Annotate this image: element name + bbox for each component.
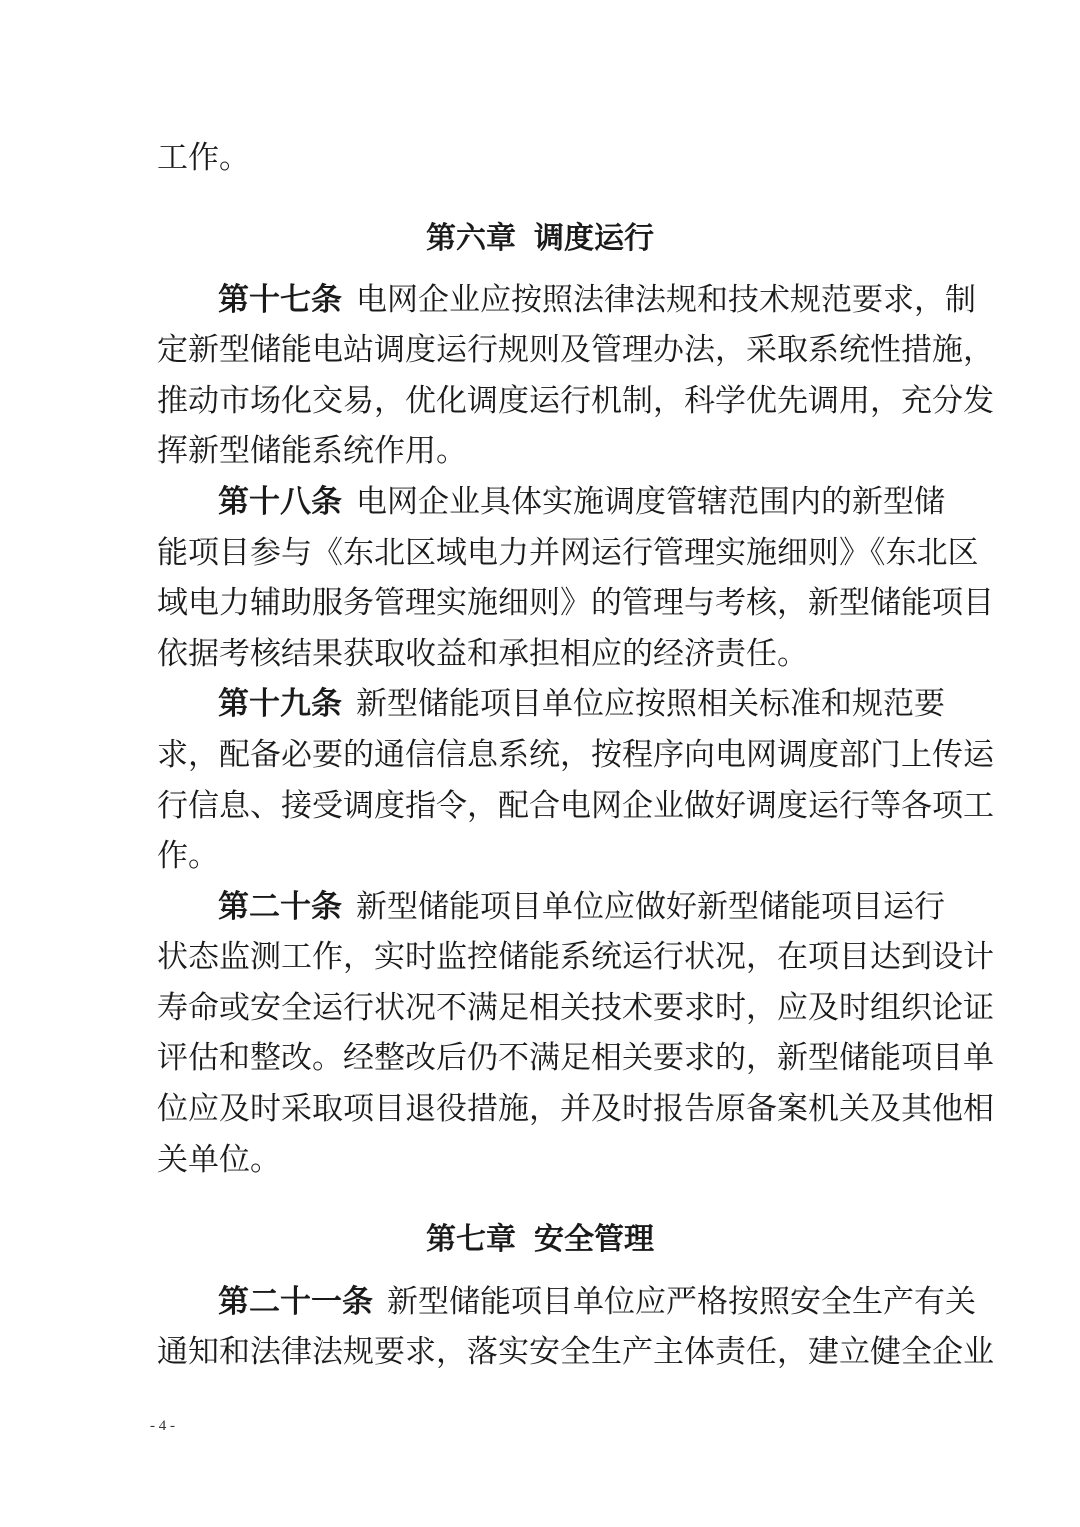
article-21-line-1 bbox=[218, 1282, 976, 1322]
line-text: 位应及时采取项目退役措施，并及时报告原备案机关及其他相 bbox=[157, 1091, 994, 1127]
article-20-line-3 bbox=[157, 988, 994, 1028]
chapter-number: 第七章 bbox=[426, 1222, 516, 1257]
line-text: 域电力辅助服务管理实施细则》的管理与考核，新型储能项目 bbox=[157, 585, 994, 621]
line-text: 寿命或安全运行状况不满足相关技术要求时，应及时组织论证 bbox=[157, 990, 994, 1026]
article-19-line-2 bbox=[157, 735, 994, 775]
article-17-line-1 bbox=[218, 280, 976, 320]
article-21-line-2 bbox=[157, 1332, 994, 1372]
line-text: 通知和法律法规要求，落实安全生产主体责任，建立健全企业 bbox=[157, 1334, 994, 1370]
line-text: 评估和整改。经整改后仍不满足相关要求的，新型储能项目单 bbox=[157, 1040, 994, 1076]
chapter-title: 调度运行 bbox=[534, 221, 654, 256]
paragraph-line bbox=[157, 138, 927, 178]
line-text: 新型储能项目单位应做好新型储能项目运行 bbox=[356, 889, 945, 925]
chapter-number: 第六章 bbox=[426, 221, 516, 256]
line-text: 工作。 bbox=[157, 140, 250, 176]
line-text: 电网企业应按照法律法规和技术规范要求，制 bbox=[356, 282, 976, 318]
article-18-line-4 bbox=[157, 634, 927, 674]
line-text: 能项目参与《东北区域电力并网运行管理实施细则》《东北区 bbox=[157, 535, 979, 571]
chapter-7-heading bbox=[0, 1220, 1080, 1260]
line-text: 新型储能项目单位应按照相关标准和规范要 bbox=[356, 686, 945, 722]
chapter-title: 安全管理 bbox=[534, 1222, 654, 1257]
line-text: 推动市场化交易，优化调度运行机制，科学优先调用，充分发 bbox=[157, 383, 994, 419]
article-21-label: 第二十一条 bbox=[218, 1284, 373, 1320]
line-text: 状态监测工作，实时监控储能系统运行状况，在项目达到设计 bbox=[157, 939, 994, 975]
article-20-line-1 bbox=[218, 887, 945, 927]
article-19-line-4 bbox=[157, 836, 927, 876]
line-text: 电网企业具体实施调度管辖范围内的新型储 bbox=[356, 484, 945, 520]
article-19-line-1 bbox=[218, 684, 945, 724]
line-text: 关单位。 bbox=[157, 1142, 281, 1178]
article-18-line-1 bbox=[218, 482, 945, 522]
article-18-line-3 bbox=[157, 583, 994, 623]
article-20-line-4 bbox=[157, 1038, 994, 1078]
page-number: - 4 - bbox=[150, 1418, 175, 1434]
article-20-line-6 bbox=[157, 1140, 927, 1180]
article-18-label: 第十八条 bbox=[218, 484, 342, 520]
article-20-line-5 bbox=[157, 1089, 994, 1129]
line-text: 行信息、接受调度指令，配合电网企业做好调度运行等各项工 bbox=[157, 788, 994, 824]
article-19-label: 第十九条 bbox=[218, 686, 342, 722]
article-17-label: 第十七条 bbox=[218, 282, 342, 318]
line-text: 求，配备必要的通信信息系统，按程序向电网调度部门上传运 bbox=[157, 737, 994, 773]
article-18-line-2 bbox=[157, 533, 979, 573]
line-text: 依据考核结果获取收益和承担相应的经济责任。 bbox=[157, 636, 808, 672]
line-text: 挥新型储能系统作用。 bbox=[157, 433, 467, 469]
line-text: 新型储能项目单位应严格按照安全生产有关 bbox=[387, 1284, 976, 1320]
article-17-line-3 bbox=[157, 381, 994, 421]
chapter-6-heading bbox=[0, 219, 1080, 259]
line-text: 定新型储能电站调度运行规则及管理办法，采取系统性措施， bbox=[157, 332, 994, 368]
article-17-line-2 bbox=[157, 330, 994, 370]
article-20-label: 第二十条 bbox=[218, 889, 342, 925]
line-text: 作。 bbox=[157, 838, 219, 874]
article-20-line-2 bbox=[157, 937, 994, 977]
article-17-line-4 bbox=[157, 431, 927, 471]
article-19-line-3 bbox=[157, 786, 994, 826]
